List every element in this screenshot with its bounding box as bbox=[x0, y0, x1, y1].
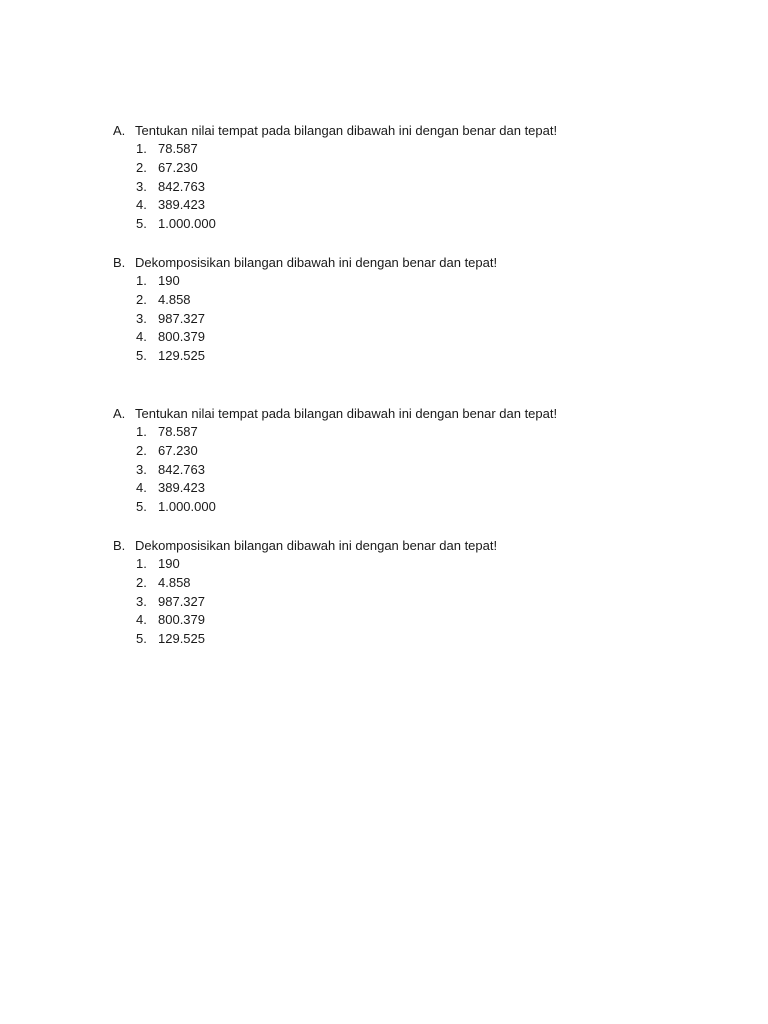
question-heading bbox=[113, 537, 673, 555]
item-value: 4.858 bbox=[158, 291, 191, 307]
question-letter: B. bbox=[113, 538, 126, 553]
item-number: 5. bbox=[136, 499, 147, 514]
list-item bbox=[136, 498, 673, 517]
item-value: 842.763 bbox=[158, 461, 205, 477]
question-heading bbox=[113, 254, 673, 272]
list-item bbox=[136, 272, 673, 291]
item-value: 78.587 bbox=[158, 141, 198, 156]
question-section-b-second bbox=[113, 537, 673, 649]
list-item bbox=[136, 215, 673, 234]
question-text: Tentukan nilai tempat pada bilangan dibawah ini dengan benar dan tepat! bbox=[135, 123, 558, 138]
question-text: Tentukan nilai tempat pada bilangan dibawah ini dengan benar dan tepat! bbox=[135, 406, 558, 421]
question-heading bbox=[113, 405, 673, 423]
question-list bbox=[136, 140, 673, 234]
item-number: 5. bbox=[136, 631, 147, 646]
list-item bbox=[136, 574, 673, 593]
item-value: 389.423 bbox=[158, 480, 205, 496]
item-number: 5. bbox=[136, 348, 147, 363]
item-value: 842.763 bbox=[158, 178, 205, 194]
item-value: 4.858 bbox=[158, 574, 191, 590]
item-number: 4. bbox=[136, 197, 147, 213]
item-value: 800.379 bbox=[158, 329, 205, 345]
list-item bbox=[136, 328, 673, 347]
item-number: 2. bbox=[136, 159, 147, 175]
item-value: 190 bbox=[158, 273, 180, 288]
question-letter: A. bbox=[113, 406, 126, 421]
list-item bbox=[136, 555, 673, 574]
question-text: Dekomposisikan bilangan dibawah ini dengan benar dan tepat! bbox=[135, 538, 498, 553]
item-number: 4. bbox=[136, 480, 147, 496]
question-letter: B. bbox=[113, 255, 126, 270]
item-number: 4. bbox=[136, 329, 147, 345]
item-value: 190 bbox=[158, 556, 180, 571]
question-heading bbox=[113, 122, 673, 140]
list-item bbox=[136, 442, 673, 461]
list-item bbox=[136, 159, 673, 178]
question-list bbox=[136, 423, 673, 517]
list-item bbox=[136, 196, 673, 215]
item-number: 3. bbox=[136, 593, 147, 609]
question-list bbox=[136, 272, 673, 366]
item-number: 2. bbox=[136, 291, 147, 307]
item-number: 1. bbox=[136, 556, 147, 571]
item-number: 2. bbox=[136, 574, 147, 590]
item-number: 3. bbox=[136, 178, 147, 194]
item-number: 3. bbox=[136, 310, 147, 326]
question-text: Dekomposisikan bilangan dibawah ini dengan benar dan tepat! bbox=[135, 255, 498, 270]
list-item bbox=[136, 611, 673, 630]
item-value: 1.000.000 bbox=[158, 216, 216, 231]
list-item bbox=[136, 593, 673, 612]
question-letter: A. bbox=[113, 123, 126, 138]
list-item bbox=[136, 140, 673, 159]
question-list bbox=[136, 555, 673, 649]
item-value: 987.327 bbox=[158, 310, 205, 326]
item-value: 800.379 bbox=[158, 612, 205, 628]
question-section-b-first bbox=[113, 254, 673, 366]
item-number: 1. bbox=[136, 424, 147, 439]
list-item bbox=[136, 461, 673, 480]
item-value: 1.000.000 bbox=[158, 499, 216, 514]
item-number: 3. bbox=[136, 461, 147, 477]
list-item bbox=[136, 178, 673, 197]
list-item bbox=[136, 291, 673, 310]
list-item bbox=[136, 479, 673, 498]
list-item bbox=[136, 630, 673, 649]
item-value: 389.423 bbox=[158, 197, 205, 213]
item-value: 987.327 bbox=[158, 593, 205, 609]
item-number: 1. bbox=[136, 273, 147, 288]
item-value: 67.230 bbox=[158, 159, 198, 175]
item-number: 2. bbox=[136, 442, 147, 458]
item-number: 1. bbox=[136, 141, 147, 156]
list-item bbox=[136, 423, 673, 442]
item-number: 5. bbox=[136, 216, 147, 231]
item-number: 4. bbox=[136, 612, 147, 628]
question-section-a-second bbox=[113, 405, 673, 517]
item-value: 129.525 bbox=[158, 348, 205, 363]
question-section-a-first bbox=[113, 122, 673, 234]
list-item bbox=[136, 347, 673, 366]
item-value: 67.230 bbox=[158, 442, 198, 458]
item-value: 129.525 bbox=[158, 631, 205, 646]
item-value: 78.587 bbox=[158, 424, 198, 439]
list-item bbox=[136, 310, 673, 329]
